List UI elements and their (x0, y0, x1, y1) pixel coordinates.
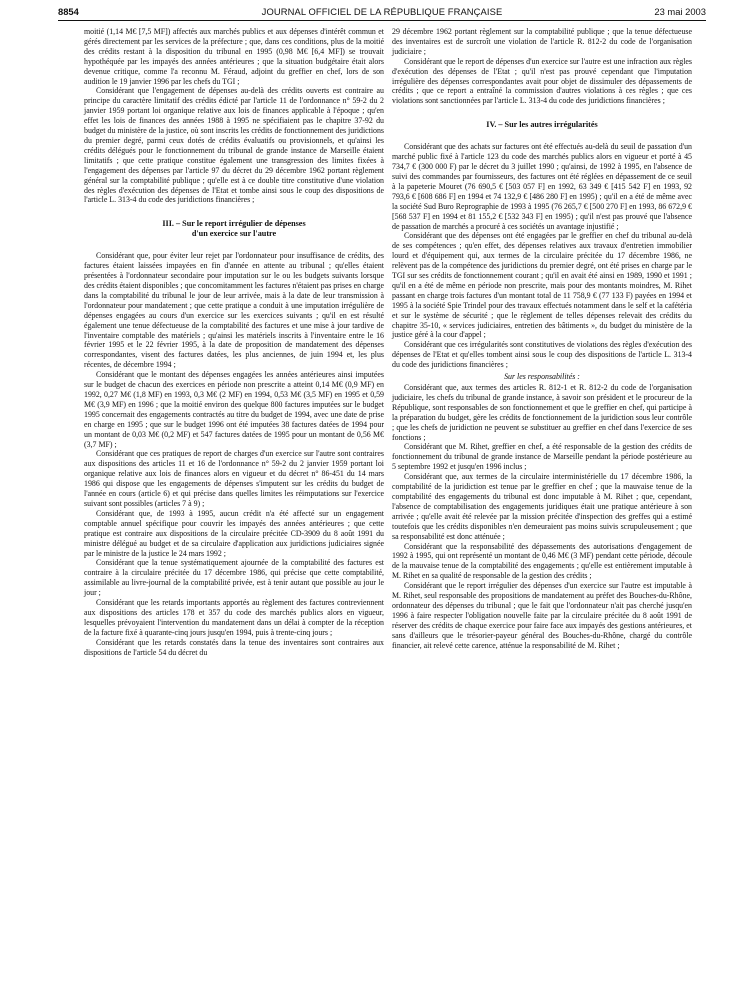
paragraph: Considérant que des dépenses ont été engagées par le greffier en chef du tribunal au-delà de ses compétences ; qu'en effet, des dépenses relatives aux travaux d'entretien immobilier lourd et d'équipement qui, aux termes de la circulaire précitée du 17 décembre 1986, ne relèvent pas de la compétence des juridictions du premier degré, ont été prises en charge par le TGI sur ses crédits de fonctionnement courant ; qu'il en avait été ainsi en 1989, 1990 et 1991 ; qu'il en a été de même en période non prescrite, mais pour des montants moindres, M. Rihet passant en charge trois factures d'un montant total de 11 758,9 € (77 133 F) payées en 1994 et 1995 à la société Spie Trindel pour des travaux effectués notamment dans le self et la cafétéria et sur le système de sécurité ; que le règlement de telles dépenses relevait des crédits du chapitre 35-10, « services judiciaires, entretien des bâtiments », du budget du ministère de la justice géré à la cour d'appel ; (392, 231, 692, 340)
paragraph: Considérant que, aux termes de la circulaire interministérielle du 17 décembre 1986, la comptabilité de la juridiction est tenue par le greffier en chef ; que la mauvaise tenue de la comptabilité des engagements du tribunal est donc imputable à M. Rihet ; que, cependant, l'absence de comptabilisation des engagements juridiques était une pratique antérieure à son arrivée ; qu'elle avait été relevée par la mission précitée d'inspection des greffes qui a estimé toutefois que les crédits disponibles n'en demeuraient pas moins suivis scrupuleusement ; que sa responsabilité est donc atténuée ; (392, 472, 692, 541)
paragraph: Considérant que ces pratiques de report de charges d'un exercice sur l'autre sont contraires aux dispositions des articles 11 et 16 de l'ordonnance n° 59-2 du 2 janvier 1959 portant loi organique relative aux lois de finances alors en vigueur et du décret n° 86-451 du 14 mars 1986 qui dispose que les engagements de dépenses s'imputent sur les crédits du budget de l'année en cours (article 6) et qui précise dans quelles limites les réimputations sur l'exercice suivant sont possibles (articles 7 à 9) ; (84, 449, 384, 508)
section-heading-line: d'un exercice sur l'autre (191, 229, 277, 239)
paragraph: Considérant que M. Rihet, greffier en chef, a été responsable de la gestion des crédits de fonctionnement du tribunal de grande instance de Marseille pendant la période postérieure au 5 septembre 1992 et jusqu'en 1996 inclus ; (392, 442, 692, 472)
paragraph: Considérant que les retards importants apportés au règlement des factures contreviennent aux dispositions des articles 178 et 357 du code des marchés publics alors en vigueur, lesquelles prévoyaient l'intervention du mandatement dans un délai à compter de la réception de la facture fixé à quarante-cinq jours jusqu'en 1994, puis à trente-cinq jours ; (84, 598, 384, 637)
paragraph: Considérant que les retards constatés dans la tenue des inventaires sont contraires aux dispositions de l'article 54 du décret du (84, 637, 384, 657)
section-heading-iv: IV. – Sur les autres irrégularités (486, 120, 598, 130)
left-column (84, 27, 384, 657)
subsection-heading-responsabilites: Sur les responsabilités : (504, 372, 580, 382)
right-column (392, 27, 692, 650)
paragraph: Considérant que le report de dépenses d'un exercice sur l'autre est une infraction aux règles d'exécution des dépenses de l'Etat ; qu'il n'est pas prouvé cependant que l'imputation irrégulière des dépenses correspondantes avait pour objet de dissimuler des dépassements de crédits ; que ce report a entraîné la commission d'autres violations à ces règles ; que ces violations sont sanctionnées par l'article L. 313-4 du code des juridictions financières ; (392, 56, 692, 106)
paragraph: Considérant que la tenue systématiquement ajournée de la comptabilité des factures est contraire à la circulaire précitée du 17 décembre 1986, qui précise que cette comptabilité, assimilable au livre-journal de la comptabilité privée, est à tenir autant que possible au jour le jour ; (84, 558, 384, 598)
paragraph: Considérant que des achats sur factures ont été effectués au-delà du seuil de passation d'un marché public fixé à l'article 123 du code des marchés publics alors en vigueur et porté à 45 734,7 € (300 000 F) par le décret du 3 juillet 1990 ; qu'ainsi, de 1992 à 1995, en l'absence de suivi des commandes par fournisseurs, des factures ont été réglées en dépassement de ce seuil à la papeterie Mouret (76 690,5 € [503 057 F] en 1992, 63 349 € [415 542 F] en 1993, 92 793,6 € [608 686 F] en 1994 et 74 132,9 € [486 280 F] en 1995) ; qu'il en a été de même avec la société Sud Buro Reprographie de 1993 à 1995 (76 265,7 € [500 270 F] en 1993, 86 672,9 € [568 537 F] en 1994 et 81 155,2 € [532 343 F] en 1995) ; qu'il n'est pas prouvé que l'absence de passation de marchés a procuré à ces sociétés un avantage injustifié ; (392, 142, 692, 231)
section-heading-iii (84, 219, 384, 239)
journal-title: JOURNAL OFFICIEL DE LA RÉPUBLIQUE FRANÇAISE (261, 6, 503, 17)
paragraph: Considérant que ces irrégularités sont constitutives de violations des règles d'exécution des dépenses de l'Etat et qu'elles tombent ainsi sous le coup des dispositions de l'article L. 313-4 du code des juridictions financières ; (392, 340, 692, 370)
paragraph: Considérant que le report irrégulier des dépenses d'un exercice sur l'autre est imputable à M. Rihet, seul responsable des propositions de mandatement au préfet des Bouches-du-Rhône, ordonnateur des dépenses du tribunal ; que le fait que l'ordonnateur n'ait pas cherché jusqu'en 1996 à faire respecter l'obligation nouvelle faite par la circulaire précitée du 8 août 1991 de réserver des crédits de chaque exercice pour faire face aux impayés des gestions antérieures, et sans d'ailleurs que le trésorier-payeur général des Bouches-du-Rhône, chargé du contrôle financier, ait relevé cette carence, atténue la responsabilité de M. Rihet ; (392, 581, 692, 650)
paragraph: Considérant que le montant des dépenses engagées les années antérieures ainsi imputées sur le budget de chacun des exercices en période non prescrite a atteint 0,14 M€ (0,9 MF) en 1992, 0,27 M€ (1,8 MF) en 1993, 0,3 M€ (2 MF) en 1994, 0,53 M€ (3,5 MF) en 1995 et 0,59 M€ (3,9 MF) en 1996 ; que la moitié environ des quelque 800 factures imputées sur le budget 1995 concernait des engagements contractés au titre du budget de 1994, avec une date de prise en charge en 1995 ; que sur le budget 1996 ont été imputées 38 factures datées de 1994 pour un montant de 0,03 M€ (0,2 MF) et 547 factures datées de 1995 pour un montant de 0,56 M€ (3,7 MF) ; (84, 370, 384, 449)
paragraph: Considérant que, de 1993 à 1995, aucun crédit n'a été affecté sur un engagement comptable annuel spécifique pour couvrir les impayés des années antérieures ; que cette pratique est contraire aux dispositions de la circulaire précitée CD-3909 du 8 août 1991 du ministre délégué au budget et de sa circulaire d'application aux juridictions judiciaires signée par le ministre de la justice le 24 mars 1992 ; (84, 508, 384, 558)
page-number: 8854 (58, 6, 79, 17)
publication-date: 23 mai 2003 (654, 6, 706, 17)
section-heading-line: III. – Sur le report irrégulier de dépenses (162, 219, 306, 229)
header-rule (58, 20, 706, 21)
paragraph: 29 décembre 1962 portant règlement sur la comptabilité publique ; que la tenue défectueuse des inventaires est de surcroît une violation de l'article R. 812-2 du code de l'organisation judiciaire ; (392, 27, 692, 56)
paragraph: moitié (1,14 M€ [7,5 MF]) affectés aux marchés publics et aux dépenses d'intérêt commun et gérés directement par les services de la préfecture ; que, dans ces conditions, plus de la moitié des crédits restant à la disposition du tribunal en 1995 (0,98 M€ [6,4 MF]) se trouvait hypothéquée par les impayés des années antérieures ; que la situation budgétaire était alors devenue critique, comme l'a reconnu M. Féraud, adjoint du greffier en chef, lors de son audition le 19 janvier 1996 par les chefs du TGI ; (84, 27, 384, 86)
paragraph: Considérant que l'engagement de dépenses au-delà des crédits ouverts est contraire au principe du caractère limitatif des crédits édicté par l'article 11 de l'ordonnance n° 59-2 du 2 janvier 1959 portant loi organique relative aux lois de finances applicable à l'époque ; qu'en effet les lois de finances des années 1988 à 1995 ne spécifiaient pas le chapitre 37-92 du budget du ministère de la justice, où sont inscrits les crédits de fonctionnement des juridictions du premier degré, parmi ceux dotés de crédits évaluatifs ou provisionnels, et qu'ainsi les crédits délégués pour le fonctionnement du tribunal de grande instance de Marseille étaient limitatifs ; que cette pratique constitue également une transgression des limites fixées à l'engagement des dépenses par l'article 97 du décret du 29 décembre 1962 portant règlement général sur la comptabilité publique ; qu'elle est à ce double titre constitutive d'une violation des règles d'exécution des dépenses de l'Etat et tombe ainsi sous le coup des dispositions de l'article L. 313-4 du code des juridictions financières ; (84, 86, 384, 205)
paragraph: Considérant que la responsabilité des dépassements des autorisations d'engagement de 1992 à 1995, qui ont représenté un montant de 0,46 M€ (3 MF) pendant cette période, découle de la mauvaise tenue de la comptabilité des engagements ; qu'elle est entièrement imputable à M. Rihet en sa qualité de responsable de la gestion des crédits ; (392, 541, 692, 581)
paragraph: Considérant que, pour éviter leur rejet par l'ordonnateur pour insuffisance de crédits, des factures étaient laissées impayées en fin d'année en attente au tribunal ; qu'elles étaient présentées à l'ordonnateur secondaire pour imputation sur le ou les budgets suivants lorsque des crédits étaient disponibles ; que concomitamment les factures n'étaient pas prises en charge dans la comptabilité du tribunal le jour de leur arrivée, mais à la date de leur transmission à l'ordonnateur pour mandatement ; que cette pratique a conduit à une imputation irrégulière de dépenses engagées au cours d'un exercice sur les exercices suivants ; qu'il en est résulté également une tenue défectueuse de la comptabilité des factures et une mise à jour tardive de l'inventaire comptable des matériels ; qu'ainsi les matériels inscrits à l'inventaire entre le 16 février 1995 et le 22 février 1995, à la date de proposition de mandatement des dépenses correspondantes, visent des factures datées, les plus anciennes, de juin 1994 et, les plus récentes, de décembre 1994 ; (84, 251, 384, 370)
paragraph: Considérant que, aux termes des articles R. 812-1 et R. 812-2 du code de l'organisation judiciaire, les chefs du tribunal de grande instance, à savoir son président et le procureur de la République, sont responsables de son fonctionnement et que le greffier en chef, qui participe à la préparation du budget, gère les crédits de fonctionnement de la juridiction sous leur contrôle ; que les chefs de juridiction ne peuvent se substituer au greffier en chef dans l'exercice de ses fonctions ; (392, 383, 692, 442)
